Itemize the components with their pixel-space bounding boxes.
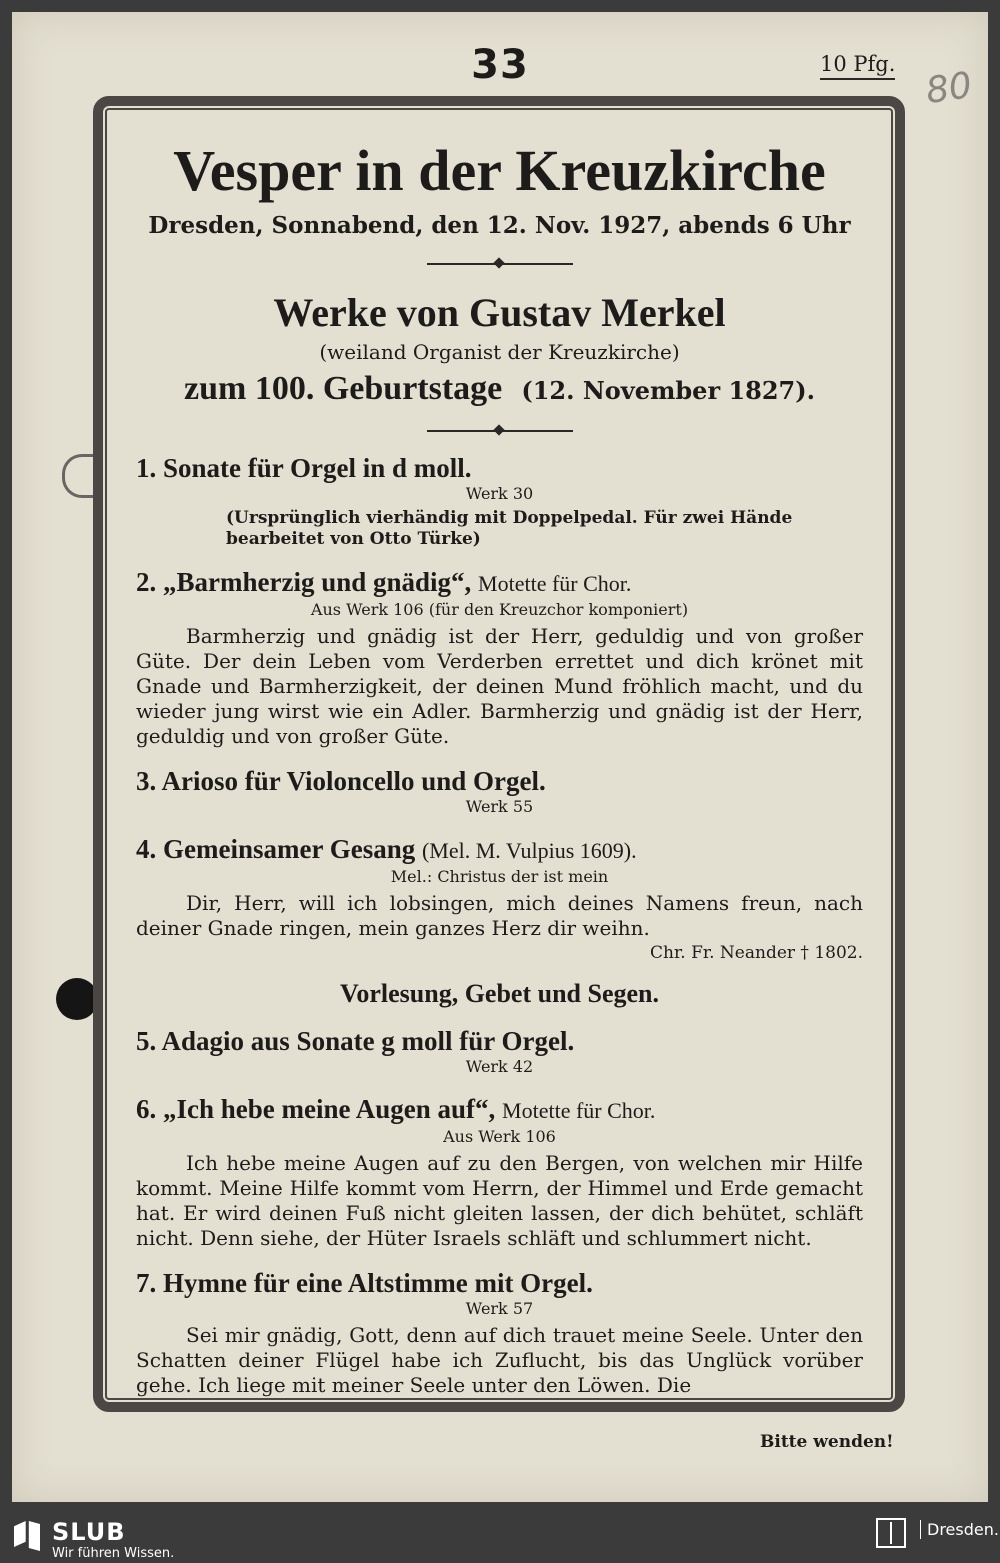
divider-ornament: [427, 259, 573, 269]
program-item: [136, 452, 863, 550]
item-melody-note: (Mel. M. Vulpius 1609).: [421, 838, 637, 863]
dresden-crest-icon: [876, 1518, 906, 1548]
item-heading: 5. Adagio aus Sonate g moll für Orgel.: [136, 1026, 575, 1056]
divider-ornament: [427, 426, 573, 436]
page-number: 33: [471, 42, 529, 88]
item-heading: 1. Sonate für Orgel in d moll.: [136, 453, 472, 483]
program-content: [136, 138, 863, 1398]
program-item: [136, 1267, 863, 1398]
item-opus: Werk 55: [465, 797, 534, 816]
item-heading: [136, 566, 863, 600]
composer-note: (weiland Organist der Kreuzkirche): [319, 340, 680, 364]
item-genre: Motette für Chor.: [478, 571, 632, 596]
slub-tagline: Wir führen Wissen.: [52, 1546, 175, 1561]
item-heading: 3. Arioso für Violoncello und Orgel.: [136, 766, 546, 796]
item-title: 6. „Ich hebe meine Augen auf“,: [136, 1094, 496, 1124]
item-opus: Aus Werk 106 (für den Kreuzchor komponiert): [310, 600, 689, 619]
item-opus: Werk 30: [465, 484, 534, 503]
anniversary-date: (12. November 1827).: [521, 376, 815, 405]
program-item: [136, 1093, 863, 1251]
program-item: [136, 1025, 863, 1077]
anniversary-text: zum 100. Geburtstage: [184, 370, 503, 407]
item-lyrics: Sei mir gnädig, Gott, denn auf dich trauet meine Seele. Unter den Schatten deiner Flügel habe ich Zuflucht, bis das Unglück vorüber gehe. Ich liege mit meiner Seele unter den Löwen. Die: [136, 1323, 863, 1397]
interlude-heading: Vorlesung, Gebet und Segen.: [339, 979, 660, 1008]
item-note: (Ursprünglich vierhändig mit Doppelpedal. Für zwei Hände bearbeitet von Otto Türke): [226, 508, 793, 549]
item-heading: [136, 1093, 863, 1127]
item-genre: Motette für Chor.: [502, 1098, 656, 1123]
anniversary-line: [136, 370, 863, 408]
program-item: [136, 566, 863, 749]
handwritten-note: 80: [923, 65, 975, 112]
item-melody: Mel.: Christus der ist mein: [390, 867, 609, 886]
program-item: [136, 765, 863, 817]
item-heading: [136, 833, 863, 867]
slub-name[interactable]: SLUB: [52, 1518, 126, 1546]
item-opus: Werk 42: [465, 1057, 534, 1076]
item-title: 4. Gemeinsamer Gesang: [136, 834, 416, 864]
item-lyrics: Ich hebe meine Augen auf zu den Bergen, von welchen mir Hilfe kommt. Meine Hilfe kommt vom Herrn, der Himmel und Erde gemacht hat. Er wird deinen Fuß nicht gleiten lassen, der dich behütet, schläft nicht. Denn siehe, der Hüter Israels schläft und schlummert nicht.: [136, 1151, 863, 1250]
program-item: [136, 833, 863, 963]
item-heading: 7. Hymne für eine Altstimme mit Orgel.: [136, 1268, 593, 1298]
turn-over-note: Bitte wenden!: [760, 1432, 894, 1452]
item-lyrics: Barmherzig und gnädig ist der Herr, geduldig und von großer Güte. Der dein Leben vom Verderben errettet und dich krönet mit Gnade und Barmherzigkeit, der deinen Mund fröhlich macht, und du wieder jung wirst wie ein Adler. Barmherzig und gnädig ist der Herr, geduldig und von großer Güte.: [136, 624, 863, 748]
item-lyrics: Dir, Herr, will ich lobsingen, mich deines Namens freun, nach deiner Gnade ringen, mein ganzes Herz dir weihn.: [136, 891, 863, 940]
item-opus: Aus Werk 106: [443, 1127, 556, 1146]
page-title: Vesper in der Kreuzkirche: [173, 138, 826, 203]
works-heading: Werke von Gustav Merkel: [273, 290, 726, 335]
item-credit: Chr. Fr. Neander † 1802.: [650, 943, 863, 963]
price-label: 10 Pfg.: [820, 52, 895, 80]
item-title: 2. „Barmherzig und gnädig“,: [136, 567, 472, 597]
event-date: Dresden, Sonnabend, den 12. Nov. 1927, abends 6 Uhr: [148, 212, 851, 239]
dresden-logo-text[interactable]: Dresden.: [920, 1520, 999, 1539]
punch-hole: [56, 978, 98, 1020]
item-opus: Werk 57: [465, 1299, 534, 1318]
